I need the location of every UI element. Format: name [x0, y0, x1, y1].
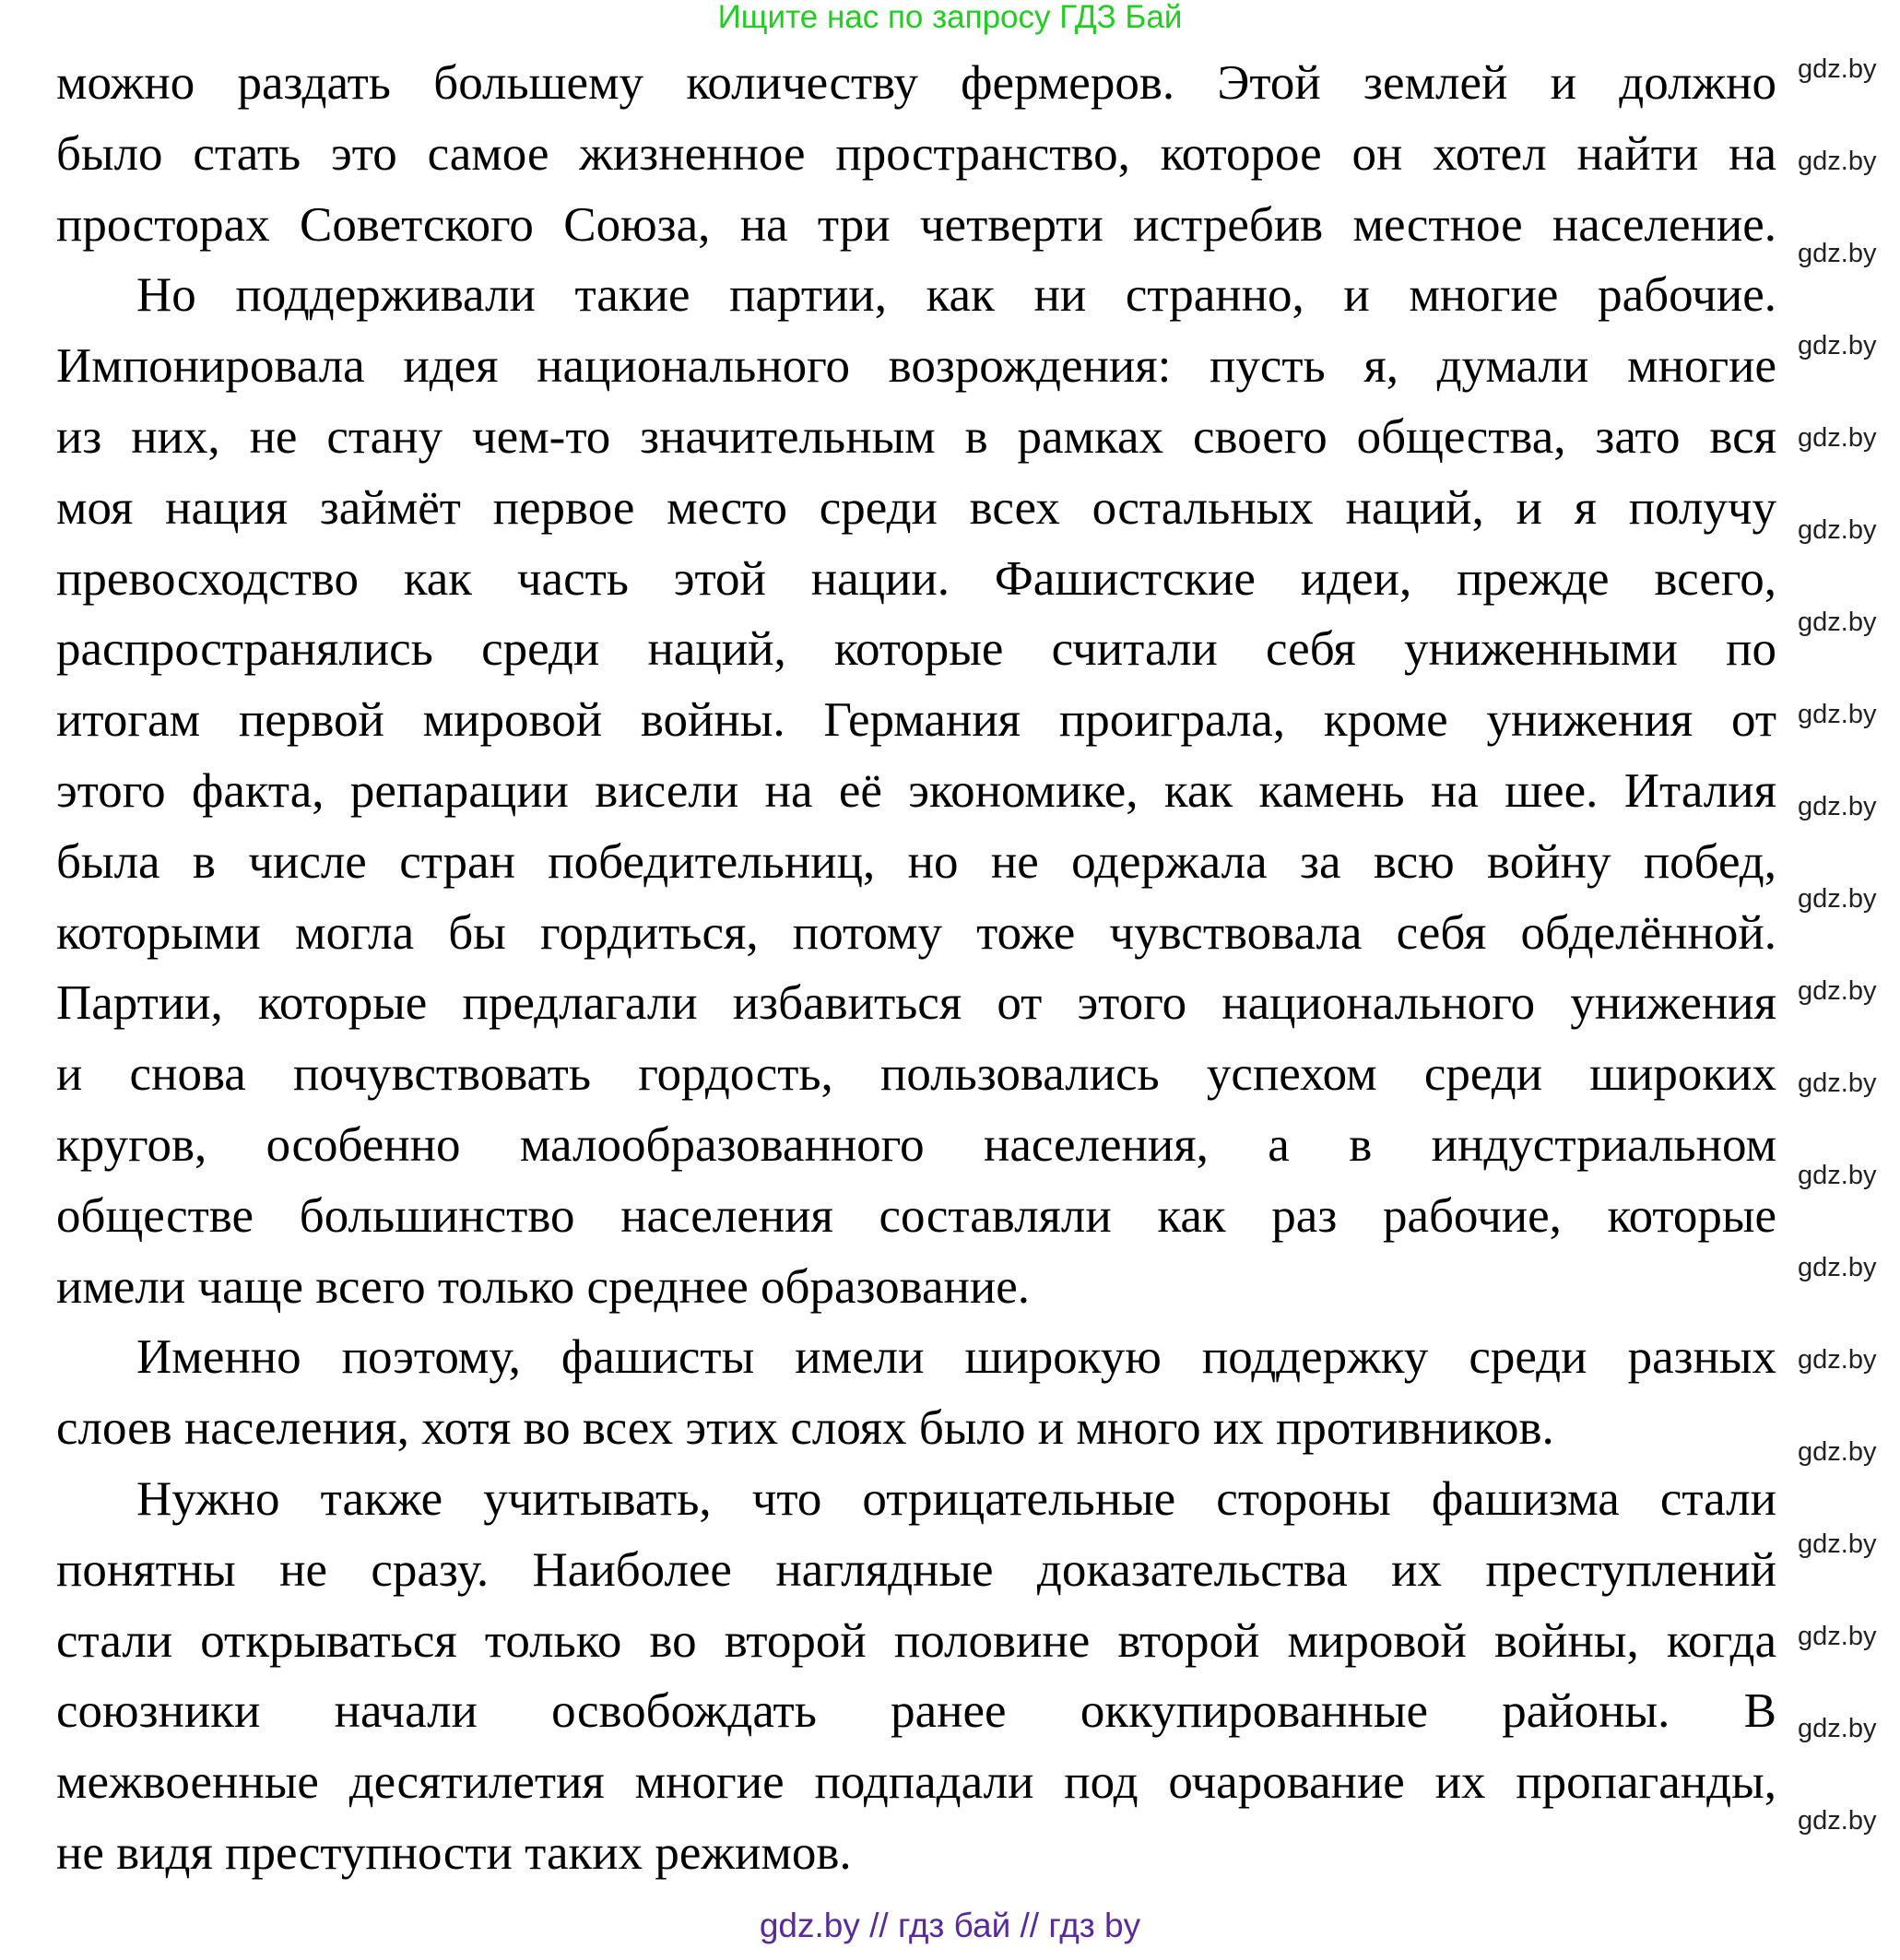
text-line: Нужно также учитывать, что отрицательные стороны фашизма стали — [136, 1471, 1776, 1526]
watermark-text: gdz.by — [1798, 1069, 1877, 1098]
watermark-text: gdz.by — [1798, 608, 1877, 637]
watermark-text: gdz.by — [1798, 239, 1877, 268]
watermark-text: gdz.by — [1798, 54, 1877, 84]
text-line: была в числе стран победительниц, но не одержала за всю войну побед, — [56, 834, 1776, 889]
watermark-text: gdz.by — [1798, 976, 1877, 1006]
footer-banner: gdz.by // гдз бай // гдз by — [759, 1907, 1141, 1944]
text-line: Партии, которые предлагали избавиться от этого национального унижения — [56, 976, 1776, 1031]
text-line: не видя преступности таких режимов. — [56, 1825, 852, 1880]
watermark-text: gdz.by — [1798, 1161, 1877, 1190]
watermark-text: gdz.by — [1798, 147, 1877, 176]
text-line: моя нация займёт первое место среди всех остальных наций, и я получу — [56, 480, 1776, 535]
text-line: Импонировала идея национального возрождения: пусть я, думали многие — [56, 339, 1776, 394]
watermark-text: gdz.by — [1798, 1437, 1877, 1467]
text-line: стали открываться только во второй половине второй мировой войны, когда — [56, 1613, 1776, 1668]
text-line: и снова почувствовать гордость, пользовались успехом среди широких — [56, 1047, 1776, 1102]
text-line: этого факта, репарации висели на её экономике, как камень на шее. Италия — [56, 763, 1776, 818]
watermark-text: gdz.by — [1798, 700, 1877, 729]
watermark-text: gdz.by — [1798, 1806, 1877, 1836]
header-banner: Ищите нас по запросу ГДЗ Бай — [717, 0, 1183, 35]
text-line: Но поддерживали такие партии, как ни странно, и многие рабочие. — [136, 268, 1776, 323]
text-line: кругов, особенно малообразованного населения, а в индустриальном — [56, 1117, 1776, 1172]
text-line: превосходство как часть этой нации. Фашистские идеи, прежде всего, — [56, 551, 1776, 606]
watermark-text: gdz.by — [1798, 792, 1877, 821]
document-body — [56, 48, 1776, 1889]
text-line: просторах Советского Союза, на три четверти истребив местное население. — [56, 197, 1776, 252]
text-line: можно раздать большему количеству фермеров. Этой землей и должно — [56, 56, 1776, 110]
text-line: союзники начали освобождать ранее оккупированные районы. В — [56, 1684, 1776, 1739]
text-line: обществе большинство населения составляли как раз рабочие, которые — [56, 1188, 1776, 1243]
text-line: которыми могла бы гордиться, потому тоже чувствовала себя обделённой. — [56, 905, 1776, 960]
text-line: распространялись среди наций, которые считали себя униженными по — [56, 622, 1776, 677]
watermark-text: gdz.by — [1798, 884, 1877, 914]
text-line: слоев населения, хотя во всех этих слоях было и много их противников. — [56, 1401, 1554, 1456]
watermark-text: gdz.by — [1798, 423, 1877, 453]
watermark-text: gdz.by — [1798, 1529, 1877, 1559]
watermark-text: gdz.by — [1798, 1345, 1877, 1375]
text-line: имели чаще всего только среднее образование. — [56, 1259, 1030, 1314]
watermark-text: gdz.by — [1798, 331, 1877, 360]
watermark-text: gdz.by — [1798, 1253, 1877, 1282]
text-line: было стать это самое жизненное пространство, которое он хотел найти на — [56, 126, 1776, 181]
watermark-text: gdz.by — [1798, 1714, 1877, 1743]
text-line: межвоенные десятилетия многие подпадали под очарование их пропаганды, — [56, 1755, 1776, 1810]
text-line: из них, не стану чем-то значительным в рамках своего общества, зато вся — [56, 409, 1776, 464]
watermark-text: gdz.by — [1798, 515, 1877, 545]
text-line: понятны не сразу. Наиболее наглядные доказательства их преступлений — [56, 1542, 1776, 1597]
watermark-text: gdz.by — [1798, 1622, 1877, 1651]
text-line: Именно поэтому, фашисты имели широкую поддержку среди разных — [136, 1330, 1776, 1385]
text-line: итогам первой мировой войны. Германия проиграла, кроме унижения от — [56, 693, 1776, 748]
